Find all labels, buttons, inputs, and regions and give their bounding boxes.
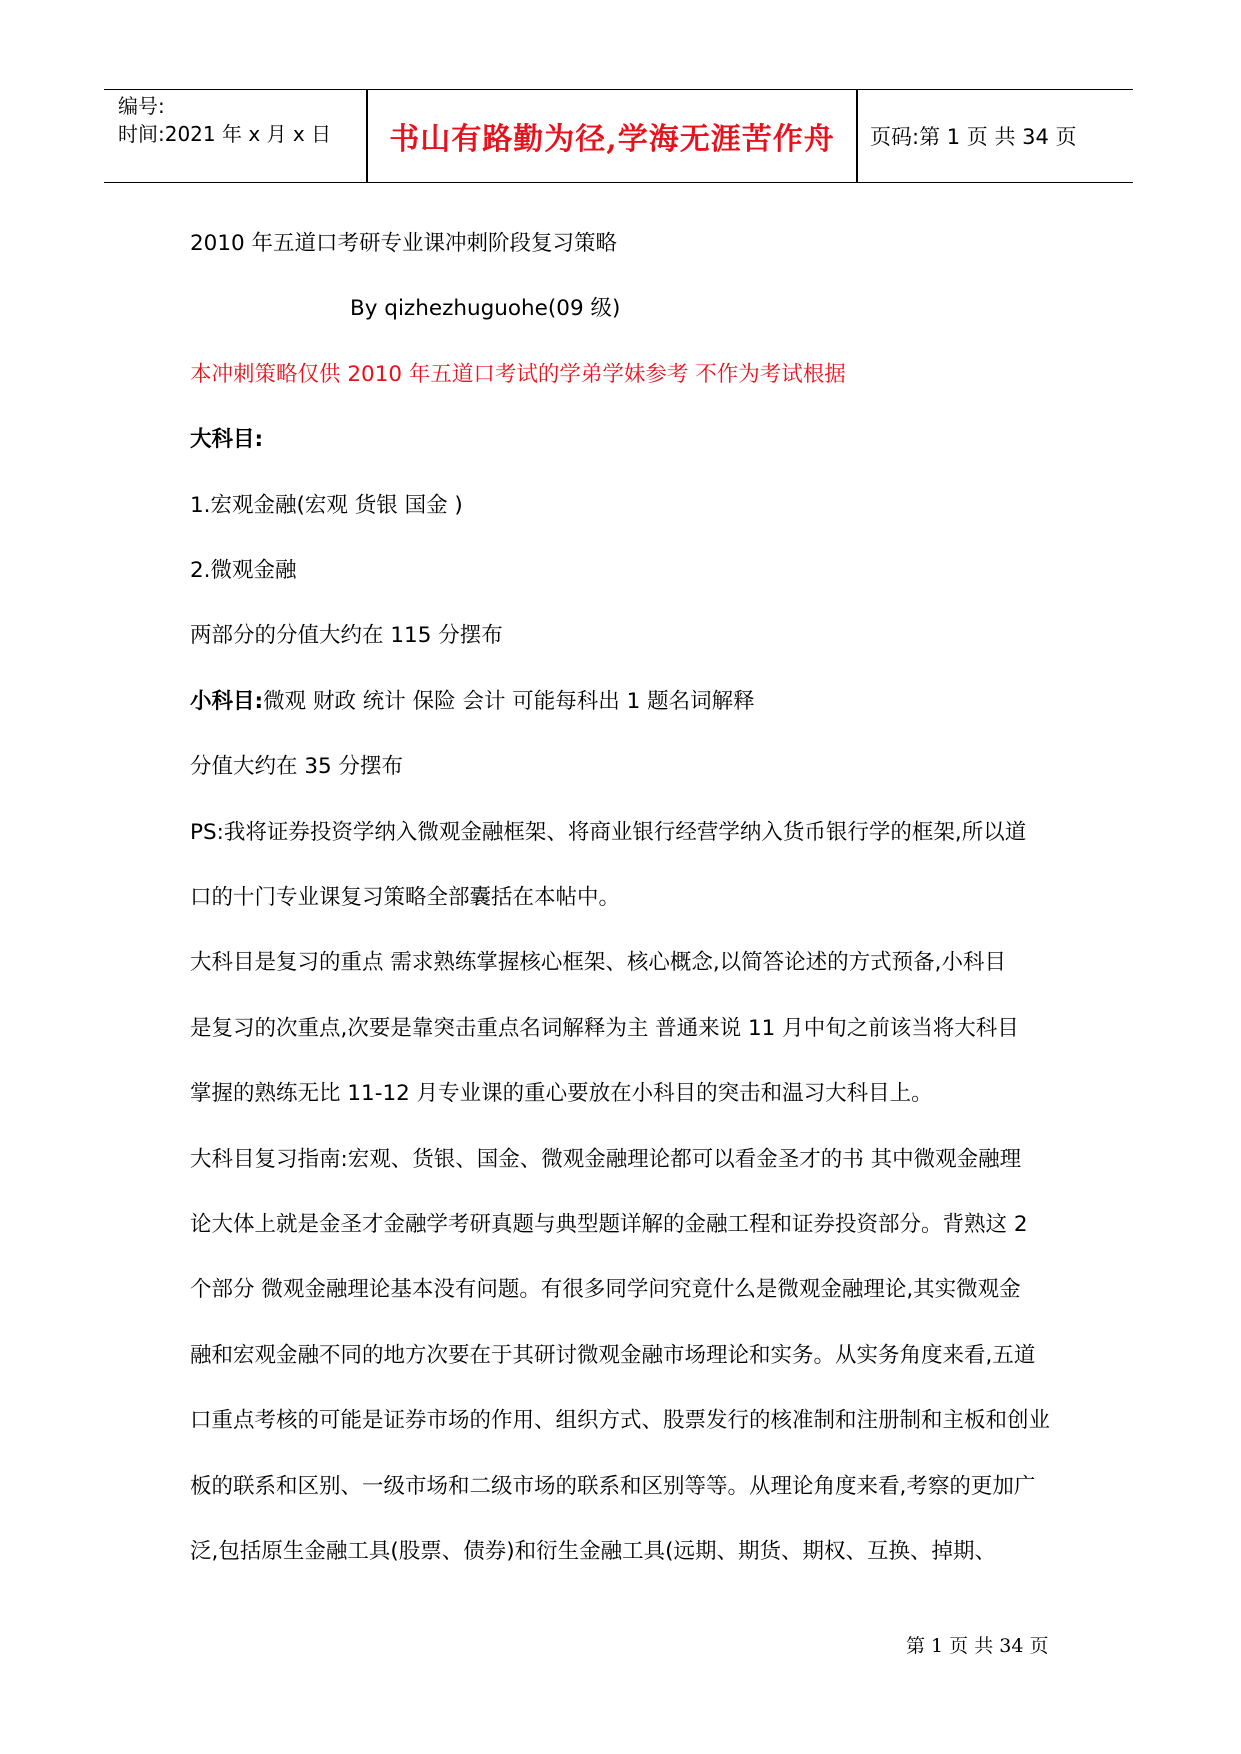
header-page-info: 页码:第 1 页 共 34 页	[870, 125, 1077, 149]
header-meta	[118, 92, 368, 148]
page-header	[104, 89, 1133, 183]
paragraph-line: 是复习的次重点,次要是靠突击重点名词解释为主 普通来说 11 月中旬之前该当将大科目	[190, 1016, 1019, 1041]
paragraph-line: 个部分 微观金融理论基本没有问题。有很多同学问究竟什么是微观金融理论,其实微观金	[190, 1277, 1021, 1302]
notice-text: 本冲刺策略仅供 2010 年五道口考试的学弟学妹参考 不作为考试根据	[190, 362, 846, 387]
paragraph-line: 泛,包括原生金融工具(股票、债券)和衍生金融工具(远期、期货、期权、互换、掉期、	[190, 1539, 997, 1564]
minor-subjects-line	[190, 687, 755, 717]
paragraph-line: 大科目复习指南:宏观、货银、国金、微观金融理论都可以看金圣才的书 其中微观金融理	[190, 1147, 1022, 1172]
major-subject-item: 2.微观金融	[190, 558, 297, 583]
paragraph-line: 掌握的熟练无比 11-12 月专业课的重心要放在小科目的突击和温习大科目上。	[190, 1081, 933, 1106]
paragraph-line: 融和宏观金融不同的地方次要在于其研讨微观金融市场理论和实务。从实务角度来看,五道	[190, 1343, 1036, 1368]
minor-score-text: 分值大约在 35 分摆布	[190, 754, 404, 779]
paragraph-line: 口重点考核的可能是证券市场的作用、组织方式、股票发行的核准制和注册制和主板和创业	[190, 1408, 1051, 1433]
header-motto: 书山有路勤为径,学海无涯苦作舟	[389, 122, 835, 157]
document-number-label: 编号:	[118, 94, 165, 118]
document-time-label: 时间:2021 年 x 月 x 日	[118, 122, 332, 146]
paragraph-line: 板的联系和区别、一级市场和二级市场的联系和区别等等。从理论角度来看,考察的更加广	[190, 1474, 1036, 1499]
major-score-text: 两部分的分值大约在 115 分摆布	[190, 623, 503, 648]
paragraph-line: 论大体上就是金圣才金融学考研真题与典型题详解的金融工程和证券投资部分。背熟这 2	[190, 1212, 1028, 1237]
minor-subjects-text: 微观 财政 统计 保险 会计 可能每科出 1 题名词解释	[263, 689, 755, 714]
header-divider	[856, 90, 858, 182]
document-author: By qizhezhuguohe(09 级)	[350, 296, 621, 321]
paragraph-line: PS:我将证券投资学纳入微观金融框架、将商业银行经营学纳入货币银行学的框架,所以道	[190, 820, 1027, 845]
minor-subjects-heading: 小科目:	[190, 689, 264, 714]
paragraph-line: 口的十门专业课复习策略全部囊括在本帖中。	[190, 885, 621, 910]
major-subjects-heading: 大科目:	[190, 427, 264, 452]
page-footer: 第 1 页 共 34 页	[906, 1635, 1049, 1657]
major-subject-item: 1.宏观金融(宏观 货银 国金 )	[190, 493, 463, 518]
document-title: 2010 年五道口考研专业课冲刺阶段复习策略	[190, 231, 618, 256]
paragraph-line: 大科目是复习的重点 需求熟练掌握核心框架、核心概念,以简答论述的方式预备,小科目	[190, 950, 1007, 975]
